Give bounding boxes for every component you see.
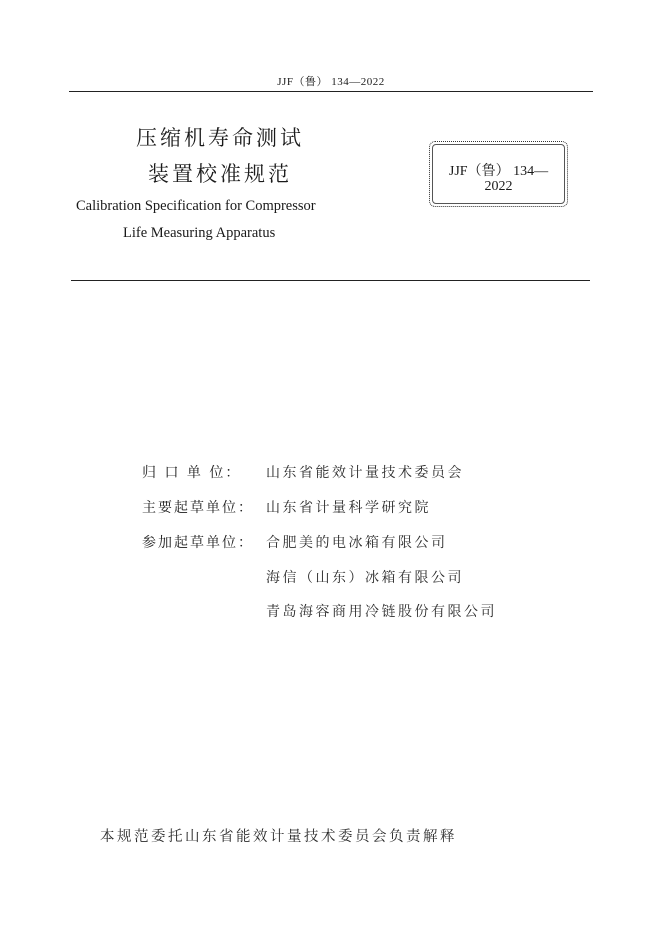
participant-item: 合肥美的电冰箱有限公司 xyxy=(266,535,448,551)
responsible-label: 归 口 单 位： xyxy=(142,465,242,481)
code-box xyxy=(429,141,568,207)
participant-item: 青岛海容商用冷链股份有限公司 xyxy=(266,604,497,620)
title-en-line1: Calibration Specification for Compressor xyxy=(76,198,316,214)
code-box-line1: JJF（鲁） 134— xyxy=(448,164,549,179)
responsible-value: 山东省能效计量技术委员会 xyxy=(266,465,464,481)
participants-label: 参加起草单位： xyxy=(142,535,254,551)
title-cn-line2: 装置校准规范 xyxy=(148,162,292,186)
participant-item: 海信（山东）冰箱有限公司 xyxy=(266,570,464,586)
footer-note: 本规范委托山东省能效计量技术委员会负责解释 xyxy=(100,829,457,845)
code-box-line2: 2022 xyxy=(484,179,513,194)
main-drafter-value: 山东省计量科学研究院 xyxy=(266,500,431,516)
main-drafter-label: 主要起草单位： xyxy=(142,500,254,516)
header-code: JJF（鲁） 134—2022 xyxy=(277,76,385,88)
title-rule xyxy=(71,280,590,281)
header-rule xyxy=(69,91,593,92)
title-en-line2: Life Measuring Apparatus xyxy=(123,225,276,241)
title-cn-line1: 压缩机寿命测试 xyxy=(136,126,304,150)
